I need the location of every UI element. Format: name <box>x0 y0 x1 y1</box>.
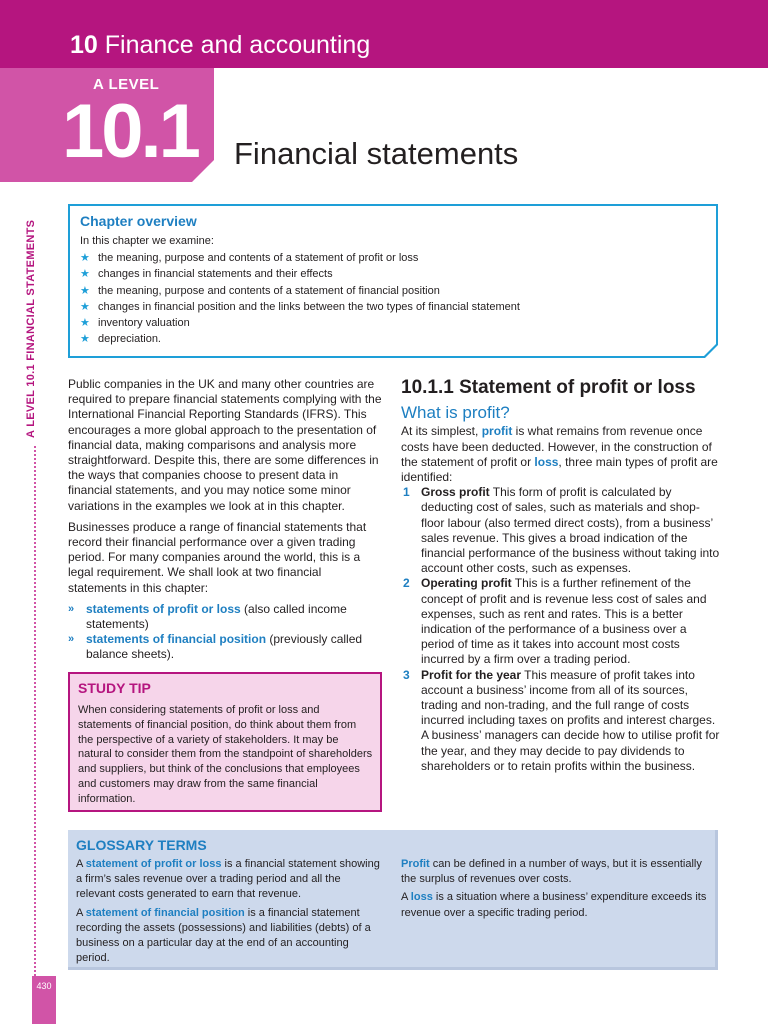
study-tip-box <box>68 672 382 812</box>
list-item: 3 Profit for the year This measure of profit takes into account a business’ income from all of its sources, trading and non-trading, and the full range of costs incurred including taxes on profits and interest charges. A business’ managers can decide how to utilise profit for the year, and they may decide to pay dividends to shareholders or to retain profits within the business. <box>403 667 720 773</box>
statements-paragraph: Businesses produce a range of financial statements that record their financial performance over a given trading period. For many companies around the world, this is a legal requirement. We shall look at two financial statements in this chapter: <box>68 519 367 595</box>
page-number-tab <box>32 976 56 1024</box>
list-item: ★ depreciation. <box>80 333 161 346</box>
double-chevron-icon: » <box>68 602 75 615</box>
item-number: 1 <box>403 485 410 500</box>
item-term: Gross profit <box>421 485 490 500</box>
list-item: ★ changes in financial position and the links between the two types of financial statement <box>80 300 520 313</box>
chapter-heading <box>70 31 370 60</box>
intro-paragraph: Public companies in the UK and many other countries are required to prepare financial statements complying with the International Financial Reporting Standards (IFRS). This encourages a more global approach to the presentation of financial data, making comparisons and analysis more straightforward. Despite this, there are some differences in the ways that companies choose to present data in financial statements, and you may notice some minor variations in the examples we look at in this chapter. <box>68 377 382 513</box>
chapter-number: 10 <box>70 31 98 59</box>
overview-list <box>80 251 520 349</box>
list-item: » statements of financial position (previously called balance sheets). <box>68 632 363 662</box>
item-term: Profit for the year <box>421 667 522 682</box>
list-item: » statements of profit or loss (also called income statements) <box>68 601 347 632</box>
chapter-header-bar <box>0 0 768 68</box>
right-column <box>401 377 721 774</box>
overview-title: Chapter overview <box>80 213 197 229</box>
glossary-entry: A statement of financial position is a financial statement recording the assets (possessions) and liabilities (debts) of a business on a particular day at the end of an accounting period. <box>76 906 371 965</box>
glossary-box <box>68 830 718 970</box>
term-link[interactable]: statements of financial position <box>86 632 267 647</box>
glossary-left-column <box>76 857 382 969</box>
side-running-label: A LEVEL 10.1 FINANCIAL STATEMENTS <box>25 219 37 438</box>
statement-types-list <box>68 602 382 663</box>
glossary-entry: Profit can be defined in a number of ways, but it is essentially the surplus of revenues over costs. <box>401 858 702 886</box>
star-icon: ★ <box>80 252 90 264</box>
section-number: 10.1 <box>62 89 198 174</box>
glossary-right-column <box>401 857 711 924</box>
item-number: 2 <box>403 576 410 591</box>
section-heading: 10.1.1 Statement of profit or loss <box>401 377 696 398</box>
list-item: 2 Operating profit This is a further refinement of the concept of profit and is revenue less cost of sales and expenses, such as rent and rates. This is a better indication of the performance of a business over a period of time as it takes into account most costs incurred by a firm over a trading period. <box>403 576 707 667</box>
star-icon: ★ <box>80 268 90 281</box>
study-tip-text: When considering statements of profit or loss and statements of financial position, do think about them from the perspective of a variety of stakeholders. It may be natural to consider them from the standpoint of shareholders and suppliers, but think of the conclusions that employees and customers may draw from the same financial information. <box>78 704 373 805</box>
study-tip-title: STUDY TIP <box>78 680 151 696</box>
page-number: 430 <box>36 981 52 991</box>
left-column <box>68 377 382 663</box>
glossary-entry: A loss is a situation where a business’ expenditure exceeds its revenue over a specific trading period. <box>401 891 707 919</box>
item-term: Operating profit <box>421 576 512 591</box>
glossary-term[interactable]: loss <box>410 891 433 904</box>
profit-types-list <box>401 485 721 774</box>
list-item: ★ the meaning, purpose and contents of a statement of profit or loss <box>80 252 419 264</box>
section-number-block <box>0 68 214 182</box>
subheading: What is profit? <box>401 403 510 423</box>
double-chevron-icon: » <box>68 633 75 646</box>
glossary-title: GLOSSARY TERMS <box>76 837 207 853</box>
glossary-term[interactable]: statement of financial position <box>85 906 245 919</box>
list-item: 1 Gross profit This form of profit is calculated by deducting cost of sales, such as materials and shop-floor labour (also termed direct costs), from a business’ sales revenue. This gives a broad indication of the financial performance of the business without taking into account other costs, such as expenses. <box>403 485 720 576</box>
term-link[interactable]: loss <box>534 454 559 469</box>
item-number: 3 <box>403 667 410 682</box>
star-icon: ★ <box>80 333 90 346</box>
side-dotted-rule <box>34 446 36 976</box>
chapter-overview-box <box>68 204 718 358</box>
profit-intro: At its simplest, profit is what remains from revenue once costs have been deducted. However, in the construction of the statement of profit or loss, three main types of profit are identified: <box>401 424 718 485</box>
page-title: Financial statements <box>234 136 519 171</box>
glossary-entry: A statement of profit or loss is a financial statement showing a firm’s sales revenue over a trading period and all the relevant costs generated to earn that revenue. <box>76 858 380 901</box>
star-icon: ★ <box>80 284 90 297</box>
list-item: ★ changes in financial statements and their effects <box>80 268 333 281</box>
list-item: ★ inventory valuation <box>80 317 190 330</box>
list-item: ★ the meaning, purpose and contents of a statement of financial position <box>80 284 440 297</box>
chapter-title: Finance and accounting <box>104 31 371 59</box>
star-icon: ★ <box>80 300 90 313</box>
level-label: A LEVEL <box>93 76 160 93</box>
term-link[interactable]: profit <box>481 424 513 439</box>
glossary-term[interactable]: Profit <box>401 858 430 870</box>
term-link[interactable]: statements of profit or loss <box>86 601 241 616</box>
overview-intro: In this chapter we examine: <box>80 235 214 247</box>
glossary-term[interactable]: statement of profit or loss <box>85 858 222 870</box>
star-icon: ★ <box>80 317 90 330</box>
